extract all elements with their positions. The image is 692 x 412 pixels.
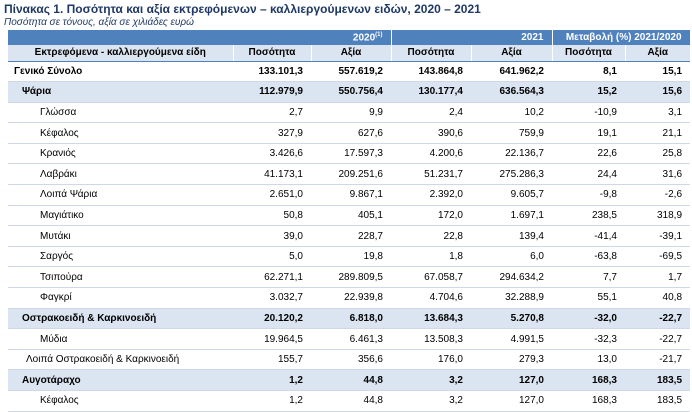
- val-2021-cell: 32.288,9: [471, 288, 552, 309]
- species-cell: Λοιπά Ψάρια: [8, 185, 233, 206]
- qty-change-cell: 7,7: [552, 267, 625, 288]
- species-cell: Κρανιός: [8, 143, 233, 164]
- qty-change-cell: 15,2: [552, 82, 625, 103]
- val-2020-cell: 550.756,4: [311, 82, 391, 103]
- val-2021-cell: 1.697,1: [471, 205, 552, 226]
- qty-2020-cell: 1,2: [233, 370, 311, 391]
- val-2021-cell: 127,0: [471, 391, 552, 412]
- column-header-val-2021: Αξία: [471, 45, 552, 61]
- species-cell: Φαγκρί: [8, 288, 233, 309]
- val-change-cell: -22,7: [625, 308, 690, 329]
- qty-2021-cell: 2.392,0: [391, 185, 471, 206]
- qty-2021-cell: 3,2: [391, 391, 471, 412]
- qty-2021-cell: 51.231,7: [391, 164, 471, 185]
- val-change-cell: 3,1: [625, 102, 690, 123]
- group-row: [8, 370, 690, 391]
- qty-2021-cell: 22,8: [391, 226, 471, 247]
- species-cell: Μυτάκι: [8, 226, 233, 247]
- val-2020-cell: 17.597,3: [311, 143, 391, 164]
- qty-2020-cell: 39,0: [233, 226, 311, 247]
- table-row: [8, 123, 690, 144]
- qty-2021-cell: 390,6: [391, 123, 471, 144]
- val-change-cell: -2,6: [625, 185, 690, 206]
- species-cell: Λοιπά Οστρακοειδή & Καρκινοειδή: [8, 349, 233, 370]
- val-2021-cell: 139,4: [471, 226, 552, 247]
- qty-2020-cell: 1,2: [233, 391, 311, 412]
- table-row: [8, 143, 690, 164]
- val-change-cell: 183,5: [625, 391, 690, 412]
- val-2021-cell: 5.270,8: [471, 308, 552, 329]
- qty-change-cell: 24,4: [552, 164, 625, 185]
- val-change-cell: 1,7: [625, 267, 690, 288]
- val-2021-cell: 10,2: [471, 102, 552, 123]
- species-cell: Αυγοτάραχο: [8, 370, 233, 391]
- qty-change-cell: 238,5: [552, 205, 625, 226]
- data-table: [8, 30, 691, 412]
- qty-change-cell: 19,1: [552, 123, 625, 144]
- val-change-cell: 31,6: [625, 164, 690, 185]
- qty-2020-cell: 112.979,9: [233, 82, 311, 103]
- val-2020-cell: 627,6: [311, 123, 391, 144]
- val-2021-cell: 4.991,5: [471, 329, 552, 350]
- val-2020-cell: 9,9: [311, 102, 391, 123]
- table-row: [8, 288, 690, 309]
- val-2021-cell: 294.634,2: [471, 267, 552, 288]
- qty-change-cell: 8,1: [552, 61, 625, 82]
- species-cell: Μαγιάτικο: [8, 205, 233, 226]
- table-title: Πίνακας 1. Ποσότητα και αξία εκτρεφόμενων – καλλιεργούμενων ειδών, 2020 – 2021: [4, 2, 481, 16]
- val-2020-cell: 22.939,8: [311, 288, 391, 309]
- val-change-cell: 183,5: [625, 370, 690, 391]
- val-change-cell: -69,5: [625, 246, 690, 267]
- species-cell: Σαργός: [8, 246, 233, 267]
- header-year-2020: 2020$^{(1)}$: [233, 30, 391, 45]
- val-2020-cell: 228,7: [311, 226, 391, 247]
- qty-change-cell: -32,3: [552, 329, 625, 350]
- qty-2020-cell: 133.101,3: [233, 61, 311, 82]
- val-change-cell: -21,7: [625, 349, 690, 370]
- column-header-qty-2020: Ποσότητα: [233, 45, 311, 61]
- qty-change-cell: -32,0: [552, 308, 625, 329]
- table-row: [8, 391, 690, 412]
- qty-2021-cell: 13.508,3: [391, 329, 471, 350]
- table-row: [8, 164, 690, 185]
- qty-2020-cell: 20.120,2: [233, 308, 311, 329]
- table-row: [8, 102, 690, 123]
- val-2020-cell: 44,8: [311, 370, 391, 391]
- val-2020-cell: 557.619,2: [311, 61, 391, 82]
- qty-2020-cell: 5,0: [233, 246, 311, 267]
- column-header-qty-change: Ποσότητα: [552, 45, 625, 61]
- qty-2020-cell: 41.173,1: [233, 164, 311, 185]
- table-row: [8, 349, 690, 370]
- qty-2020-cell: 155,7: [233, 349, 311, 370]
- column-header-qty-2021: Ποσότητα: [391, 45, 471, 61]
- table-row: [8, 205, 690, 226]
- table-row: [8, 329, 690, 350]
- val-change-cell: 40,8: [625, 288, 690, 309]
- qty-2021-cell: 176,0: [391, 349, 471, 370]
- val-change-cell: 15,6: [625, 82, 690, 103]
- qty-2021-cell: 130.177,4: [391, 82, 471, 103]
- table-row: [8, 246, 690, 267]
- qty-change-cell: 13,0: [552, 349, 625, 370]
- val-2020-cell: 9.867,1: [311, 185, 391, 206]
- qty-change-cell: -9,8: [552, 185, 625, 206]
- species-cell: Γλώσσα: [8, 102, 233, 123]
- val-2020-cell: 19,8: [311, 246, 391, 267]
- val-2020-cell: 405,1: [311, 205, 391, 226]
- species-cell: Οστρακοειδή & Καρκινοειδή: [8, 308, 233, 329]
- species-cell: Κέφαλος: [8, 123, 233, 144]
- qty-2021-cell: 67.058,7: [391, 267, 471, 288]
- qty-2021-cell: 2,4: [391, 102, 471, 123]
- qty-change-cell: -10,9: [552, 102, 625, 123]
- qty-2020-cell: 3.032,7: [233, 288, 311, 309]
- footnote-marker: (1): [375, 31, 383, 38]
- table-row: [8, 185, 690, 206]
- species-cell: Μύδια: [8, 329, 233, 350]
- qty-2021-cell: 13.684,3: [391, 308, 471, 329]
- val-2021-cell: 127,0: [471, 370, 552, 391]
- qty-2020-cell: 50,8: [233, 205, 311, 226]
- val-2020-cell: 6.461,3: [311, 329, 391, 350]
- column-header-val-change: Αξία: [625, 45, 690, 61]
- header-blank: [8, 30, 233, 45]
- group-row: [8, 82, 690, 103]
- table-row: [8, 226, 690, 247]
- val-2021-cell: 279,3: [471, 349, 552, 370]
- val-2020-cell: 6.818,0: [311, 308, 391, 329]
- header-year-2021: 2021: [391, 30, 552, 45]
- column-header-species: Εκτρεφόμενα - καλλιεργούμενα είδη: [8, 45, 233, 61]
- header-change: Μεταβολή (%) 2021/2020: [552, 30, 690, 45]
- species-cell: Κέφαλος: [8, 391, 233, 412]
- qty-change-cell: -63,8: [552, 246, 625, 267]
- qty-2021-cell: 3,2: [391, 370, 471, 391]
- table-subtitle: Ποσότητα σε τόνους, αξία σε χιλιάδες ευρώ: [4, 17, 194, 28]
- val-2021-cell: 275.286,3: [471, 164, 552, 185]
- val-change-cell: -22,7: [625, 329, 690, 350]
- qty-2021-cell: 4.704,6: [391, 288, 471, 309]
- species-cell: Τσιπούρα: [8, 267, 233, 288]
- group-row: [8, 308, 690, 329]
- qty-change-cell: 168,3: [552, 391, 625, 412]
- val-2021-cell: 641.962,2: [471, 61, 552, 82]
- val-change-cell: 318,9: [625, 205, 690, 226]
- qty-2021-cell: 143.864,8: [391, 61, 471, 82]
- qty-2021-cell: 4.200,6: [391, 143, 471, 164]
- qty-2020-cell: 327,9: [233, 123, 311, 144]
- val-change-cell: 25,8: [625, 143, 690, 164]
- qty-2020-cell: 19.964,5: [233, 329, 311, 350]
- qty-change-cell: 22,6: [552, 143, 625, 164]
- val-2021-cell: 636.564,3: [471, 82, 552, 103]
- val-2020-cell: 44,8: [311, 391, 391, 412]
- qty-change-cell: 168,3: [552, 370, 625, 391]
- val-2020-cell: 356,6: [311, 349, 391, 370]
- val-2021-cell: 9.605,7: [471, 185, 552, 206]
- val-2021-cell: 22.136,7: [471, 143, 552, 164]
- qty-2020-cell: 62.271,1: [233, 267, 311, 288]
- qty-2021-cell: 172,0: [391, 205, 471, 226]
- table-row: [8, 267, 690, 288]
- qty-change-cell: -41,4: [552, 226, 625, 247]
- total-row: [8, 61, 690, 82]
- qty-2020-cell: 3.426,6: [233, 143, 311, 164]
- header-row-columns: [8, 45, 690, 61]
- val-2021-cell: 6,0: [471, 246, 552, 267]
- header-row-years: [8, 30, 690, 45]
- column-header-val-2020: Αξία: [311, 45, 391, 61]
- val-2020-cell: 289.809,5: [311, 267, 391, 288]
- species-cell: Λαβράκι: [8, 164, 233, 185]
- val-2020-cell: 209.251,6: [311, 164, 391, 185]
- table-body: [8, 61, 690, 411]
- qty-2020-cell: 2,7: [233, 102, 311, 123]
- val-2021-cell: 759,9: [471, 123, 552, 144]
- qty-2020-cell: 2.651,0: [233, 185, 311, 206]
- species-cell: Ψάρια: [8, 82, 233, 103]
- val-change-cell: 15,1: [625, 61, 690, 82]
- val-change-cell: -39,1: [625, 226, 690, 247]
- val-change-cell: 21,1: [625, 123, 690, 144]
- species-cell: Γενικό Σύνολο: [8, 61, 233, 82]
- qty-change-cell: 55,1: [552, 288, 625, 309]
- qty-2021-cell: 1,8: [391, 246, 471, 267]
